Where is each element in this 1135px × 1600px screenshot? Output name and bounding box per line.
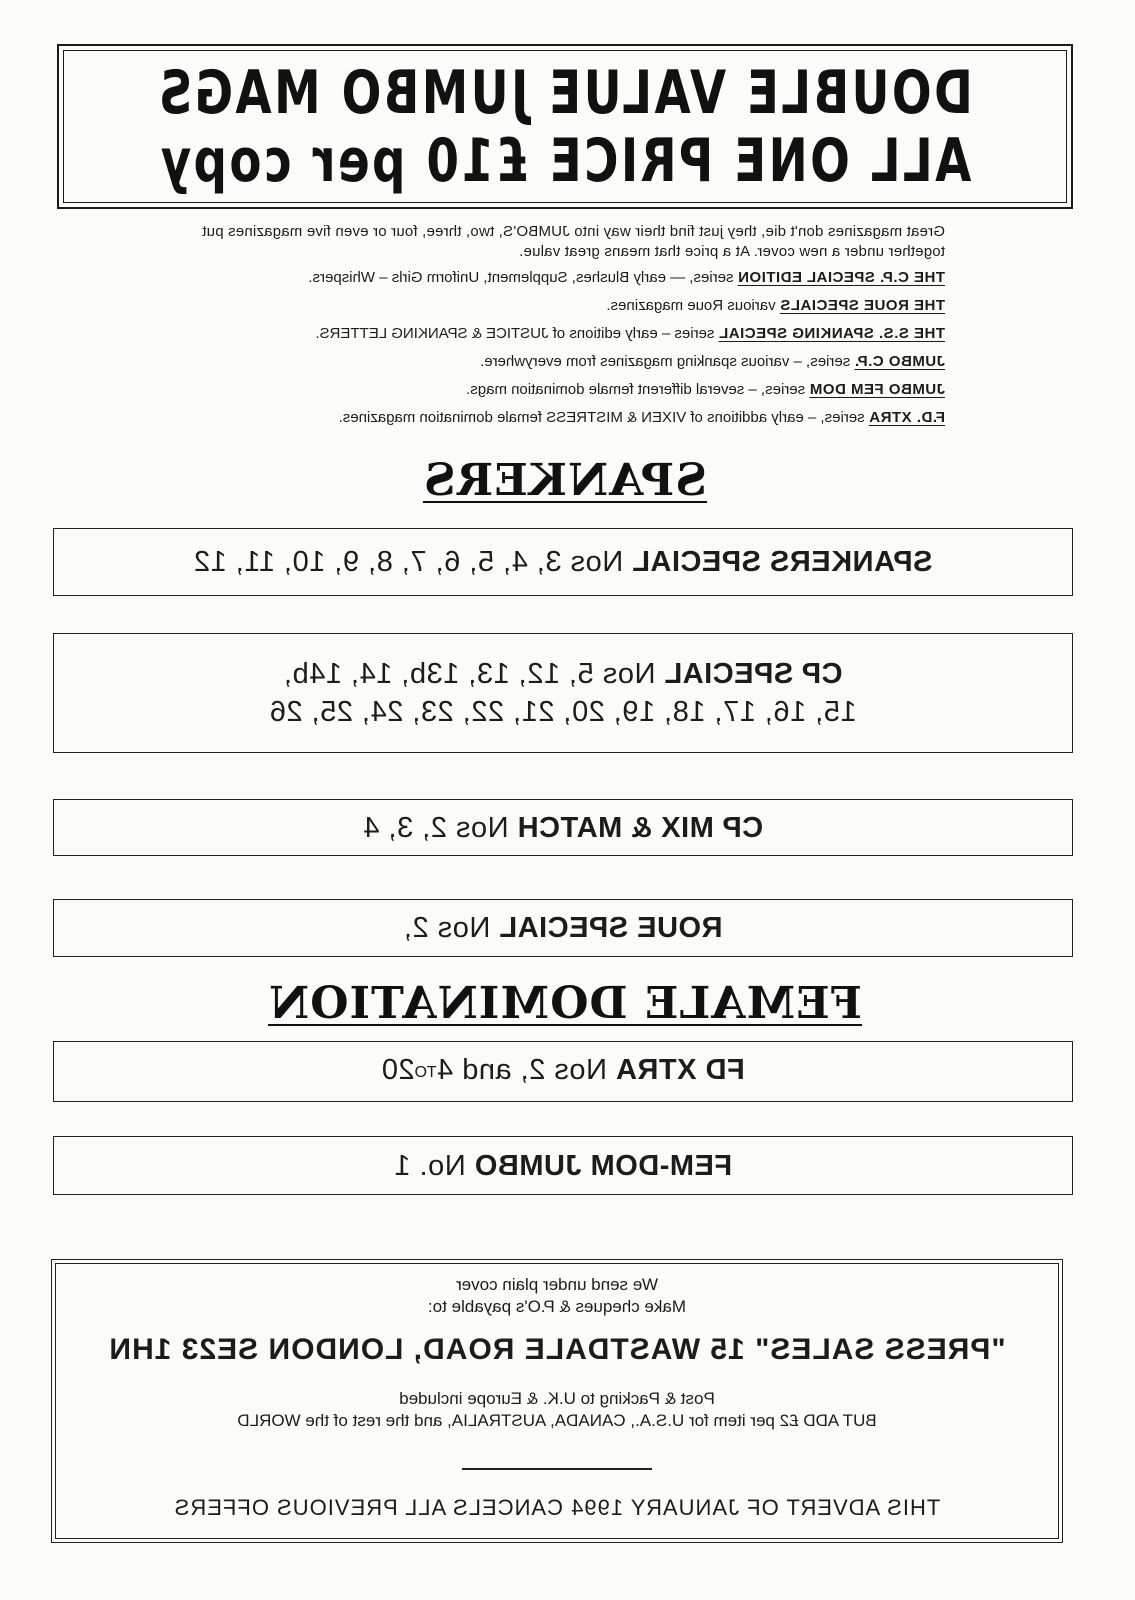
product-name: FEM-DOM JUMBO <box>474 1149 733 1182</box>
headline-line-2: ALL ONE PRICE £10 per copy <box>158 125 972 196</box>
plain-cover-note: We send under plain cover <box>456 1275 658 1294</box>
product-name: ROUE SPECIAL <box>498 912 723 944</box>
product-box-fem-dom-jumbo <box>53 1136 1073 1195</box>
intro-block <box>145 222 945 436</box>
product-name: CP SPECIAL <box>664 658 843 690</box>
product-issues: Nos 5, 12, 13, 13b, 14, 14b, <box>283 658 656 690</box>
series-desc: various Roue magazines. <box>606 297 776 314</box>
order-info-box <box>51 1259 1063 1543</box>
postage-note: Post & Packing to U.K. & Europe included <box>399 1389 715 1408</box>
product-line <box>194 543 933 581</box>
series-desc: series, – various spanking magazines from everywhere. <box>480 353 851 370</box>
product-box-fd-xtra <box>53 1041 1073 1102</box>
product-line <box>363 809 763 847</box>
headline-inner-frame <box>63 50 1067 203</box>
series-name: THE C.P. SPECIAL EDITION <box>737 269 945 286</box>
series-fd-xtra <box>145 408 945 428</box>
product-box-roue-special <box>53 899 1073 957</box>
product-issues-end: 20 <box>381 1054 415 1086</box>
product-issues: Nos 3, 4, 5, 6, 7, 8, 9, 10, 11, 12 <box>193 546 624 578</box>
series-ss-spanking-special <box>145 324 945 344</box>
series-desc: series – early editions of JUSTICE & SPANKING LETTERS. <box>315 325 715 342</box>
product-issues: Nos 2, 3, 4 <box>362 811 509 844</box>
cheques-note: Make cheques & P.O's payable to: <box>427 1297 687 1316</box>
series-jumbo-cp <box>145 352 945 372</box>
product-issues: No. 1 <box>393 1149 466 1182</box>
headline-line-1: DOUBLE VALUE JUMBO MAGS <box>156 57 974 128</box>
series-roue-specials <box>145 296 945 316</box>
postal-address: "PRESS SALES" 15 WASTDALE ROAD, LONDON SE23 1HN <box>108 1333 1006 1366</box>
product-line <box>404 909 723 947</box>
series-desc: series, – several different female domination mags. <box>466 381 806 398</box>
product-issues-to: TO <box>414 1064 437 1081</box>
product-issues-line-2: 15, 16, 17, 18, 19, 20, 21, 22, 23, 24, 25, 26 <box>269 696 857 728</box>
series-name: THE S.S. SPANKING SPECIAL <box>718 325 945 342</box>
series-name: JUMBO C.P. <box>854 353 945 370</box>
section-heading-female-domination: FEMALE DOMINATION <box>268 978 863 1029</box>
series-name: JUMBO FEM DOM <box>809 381 945 398</box>
product-issues: Nos 2, <box>403 912 491 944</box>
product-name: CP MIX & MATCH <box>517 811 764 844</box>
series-name: F.D. XTRA <box>868 409 945 426</box>
series-cp-special-edition <box>145 268 945 288</box>
product-box-cp-mix-match <box>53 799 1073 856</box>
product-box-cp-special <box>53 633 1073 753</box>
product-line <box>394 1147 732 1185</box>
intro-paragraph: Great magazines don't die, they just find their way into JUMBO'S, two, three, four or even five magazines put together under a new cover. At a price that means great value. <box>202 223 945 260</box>
product-line <box>284 655 843 693</box>
product-box-spankers-special <box>53 528 1073 596</box>
series-desc: series, – early additions of VIXEN & MISTRESS female domination magazines. <box>338 409 865 426</box>
series-desc: series, — early Blushes, Supplement, Uniform Girls – Whispers. <box>308 269 734 286</box>
headline-box <box>57 44 1073 209</box>
series-name: THE ROUE SPECIALS <box>779 297 945 314</box>
product-line <box>381 1051 744 1092</box>
divider <box>462 1468 652 1470</box>
product-name: FD XTRA <box>615 1054 745 1086</box>
cancels-notice: THIS ADVERT OF JANUARY 1994 CANCELS ALL PREVIOUS OFFERS <box>173 1495 941 1520</box>
overseas-note: BUT ADD £2 per item for U.S.A., CANADA, AUSTRALIA, and the rest of the WORLD <box>237 1411 877 1430</box>
order-info-inner-frame <box>55 1263 1059 1539</box>
section-heading-spankers: SPANKERS <box>422 455 708 506</box>
series-jumbo-fem-dom <box>145 380 945 400</box>
product-issues: Nos 2, and 4 <box>436 1054 607 1086</box>
product-name: SPANKERS SPECIAL <box>631 546 933 578</box>
